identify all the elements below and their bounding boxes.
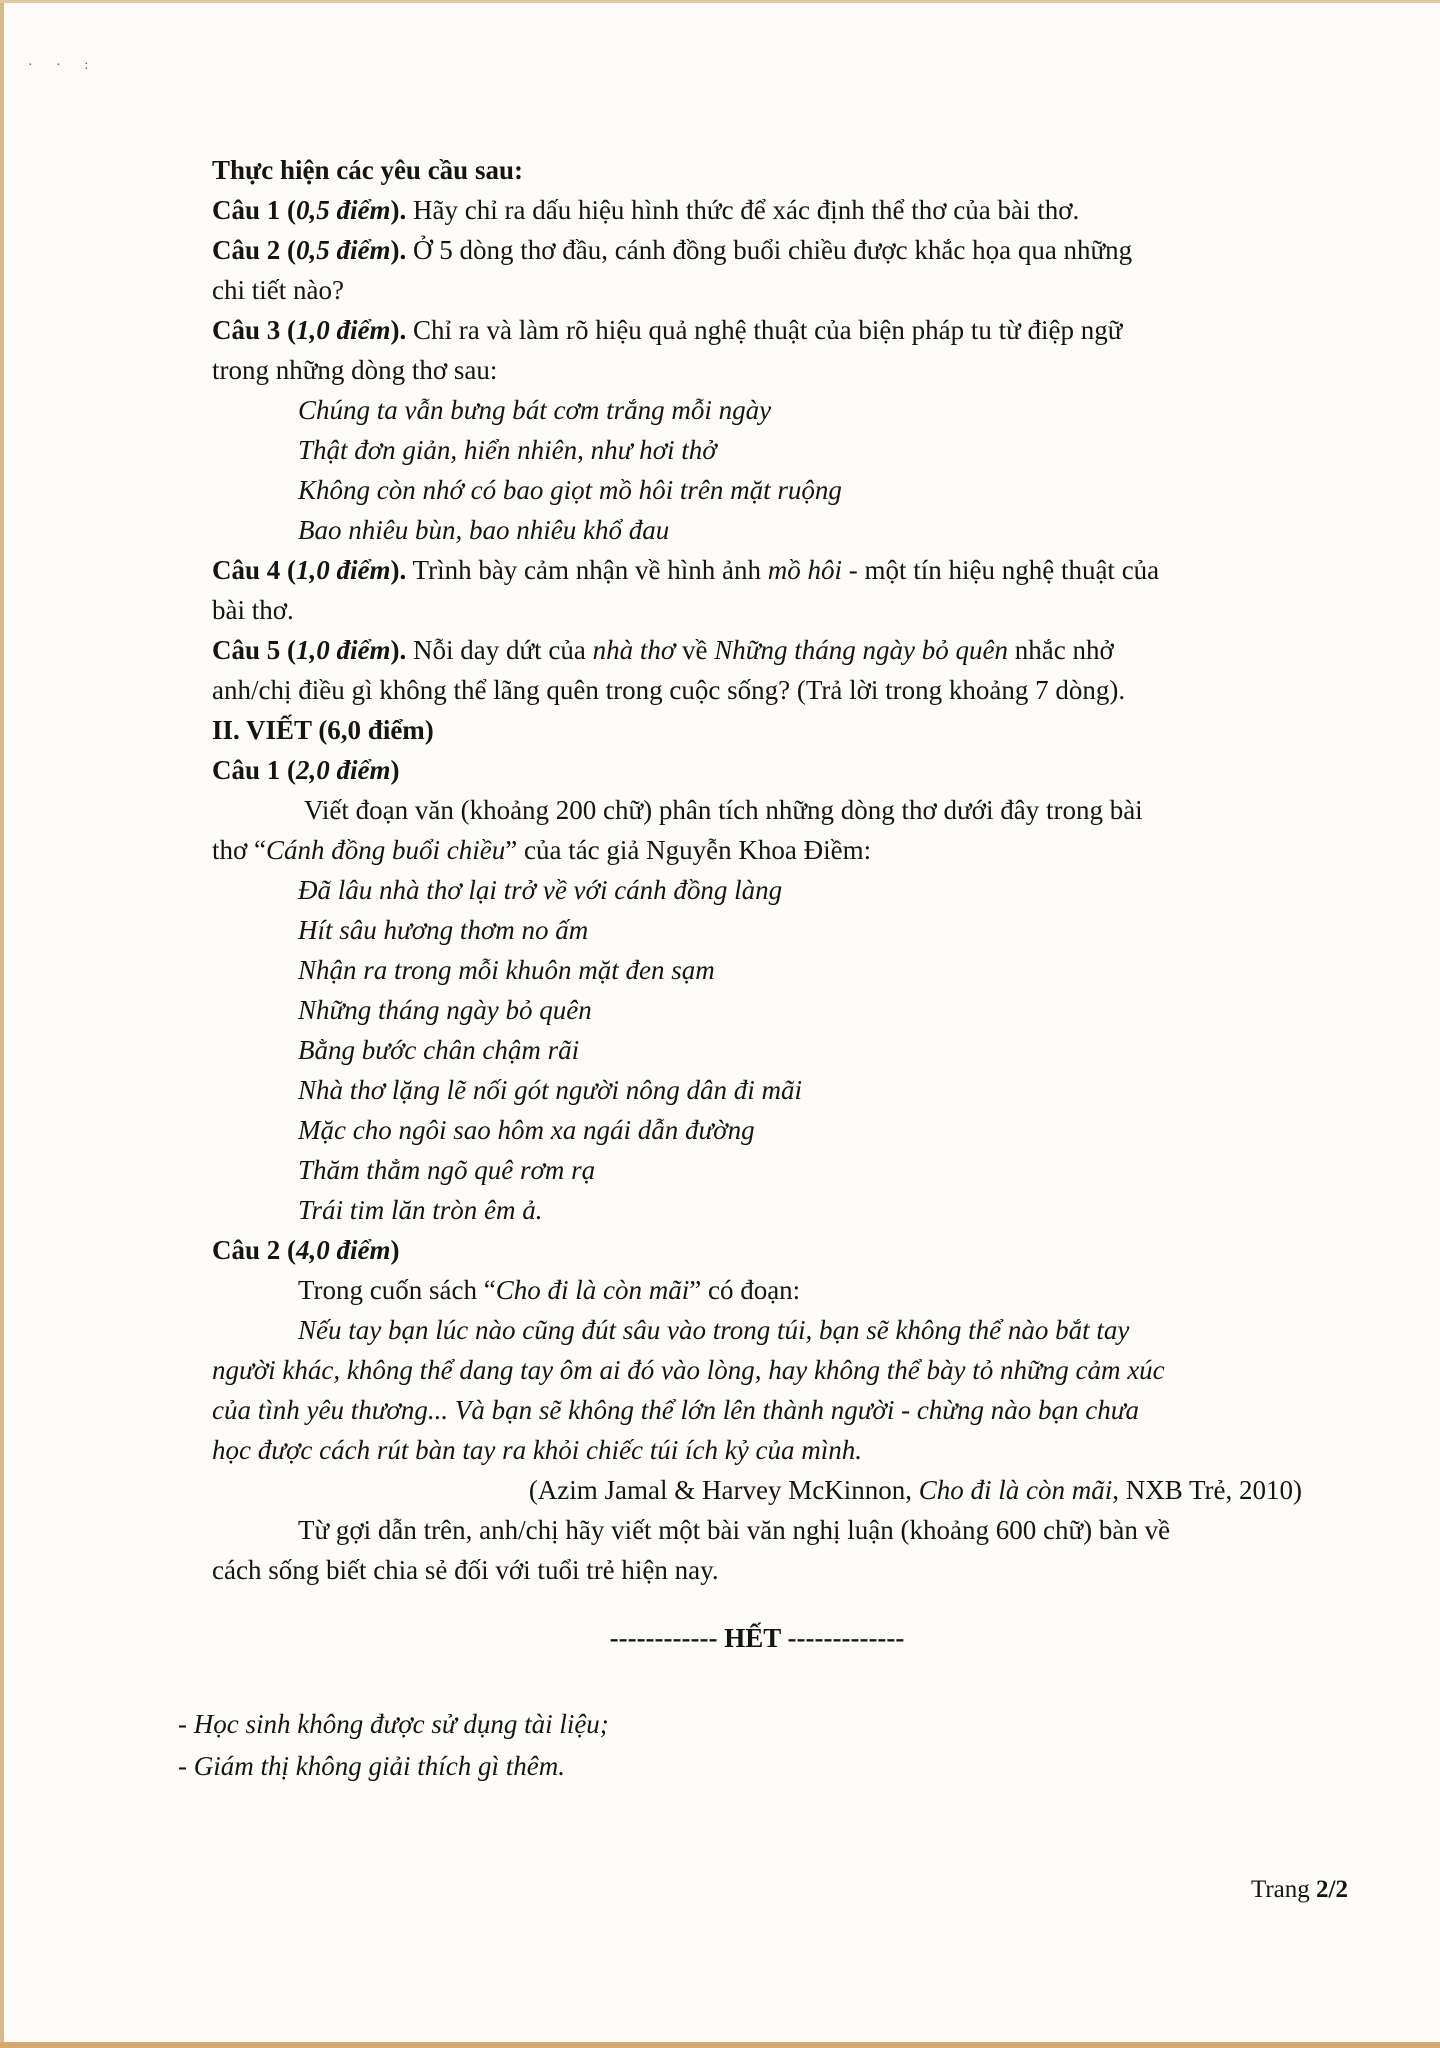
- c1-text-line2: [212, 830, 1302, 870]
- q1-text: Hãy chỉ ra dấu hiệu hình thức để xác định thể thơ của bài thơ.: [406, 195, 1080, 225]
- c2-intro-b: ” có đoạn:: [689, 1275, 801, 1305]
- q3-points: 1,0 điểm: [296, 315, 391, 345]
- c1-verse: Những tháng ngày bỏ quên: [298, 995, 592, 1025]
- c1-close: ): [390, 755, 400, 785]
- c1-verse: Hít sâu hương thơm no ấm: [298, 915, 589, 945]
- c2-quote-line: Nếu tay bạn lúc nào cũng đút sâu vào trong túi, bạn sẽ không thể nào bắt tay: [298, 1315, 1130, 1345]
- c2-quote-line: người khác, không thể dang tay ôm ai đó vào lòng, hay không thể bày tỏ những cảm xúc: [212, 1355, 1165, 1385]
- c1-verse: Thăm thẳm ngõ quê rơm rạ: [298, 1155, 596, 1185]
- q3-close: ).: [390, 315, 407, 345]
- c2-source-a: (Azim Jamal & Harvey McKinnon,: [528, 1475, 919, 1505]
- end-mark: ------------ HẾT -------------: [609, 1623, 905, 1653]
- reading-question-3: [212, 310, 1302, 350]
- q5-text-b: về: [675, 635, 715, 665]
- q3-text-line2: trong những dòng thơ sau:: [212, 355, 498, 385]
- exam-notes: [178, 1703, 609, 1787]
- q4-label: Câu 4 (: [212, 555, 297, 585]
- c1-text-line2-b: ” của tác giả Nguyễn Khoa Điềm:: [505, 835, 872, 865]
- scan-edge-bottom: [0, 2042, 1440, 2048]
- c2-close: ): [390, 1235, 400, 1265]
- q5-text-a: Nỗi day dứt của: [406, 635, 593, 665]
- q4-text-a: Trình bày cảm nhận về hình ảnh: [406, 555, 768, 585]
- q4-close: ).: [390, 555, 407, 585]
- q4-text-italic: mồ hôi: [767, 555, 842, 585]
- c2-source-b: , NXB Trẻ, 2010): [1112, 1475, 1302, 1505]
- q5-label: Câu 5 (: [212, 635, 297, 665]
- reading-question-4: [212, 550, 1302, 590]
- c1-verse: Mặc cho ngôi sao hôm xa ngái dẫn đường: [298, 1115, 755, 1145]
- page-number-value: 2/2: [1316, 1876, 1348, 1903]
- c1-verse: Bằng bước chân chậm rãi: [298, 1035, 580, 1065]
- q5-text-italic2: Những tháng ngày bỏ quên: [714, 635, 1008, 665]
- q3-verse: Chúng ta vẫn bưng bát cơm trắng mỗi ngày: [298, 395, 772, 425]
- q5-text-italic1: nhà thơ: [592, 635, 676, 665]
- q3-text-line1: Chỉ ra và làm rõ hiệu quả nghệ thuật của biện pháp tu từ điệp ngữ: [406, 315, 1123, 345]
- writing-question-2: [212, 1230, 1302, 1270]
- exam-content: [212, 150, 1302, 1696]
- c2-label: Câu 2 (: [212, 1235, 297, 1265]
- section-2-heading: II. VIẾT (6,0 điểm): [212, 715, 434, 745]
- page-number-prefix: Trang: [1250, 1876, 1317, 1903]
- q1-label: Câu 1 (: [212, 195, 297, 225]
- q3-verse: Bao nhiêu bùn, bao nhiêu khổ đau: [298, 515, 670, 545]
- reading-question-1: [212, 190, 1302, 230]
- c2-intro: [212, 1270, 1302, 1310]
- page-number: [1251, 1876, 1348, 1904]
- scan-edge-left: [0, 0, 4, 2048]
- c2-source-title: Cho đi là còn mãi: [918, 1475, 1113, 1505]
- writing-question-1: [212, 750, 1302, 790]
- q5-text-c: nhắc nhở: [1007, 635, 1114, 665]
- q2-text-line1: Ở 5 dòng thơ đầu, cánh đồng buổi chiều được khắc họa qua những: [406, 235, 1133, 265]
- c2-quote-line: của tình yêu thương... Và bạn sẽ không thể lớn lên thành người - chừng nào bạn chưa: [212, 1395, 1139, 1425]
- c1-verse: Đã lâu nhà thơ lại trở về với cánh đồng làng: [298, 875, 783, 905]
- q2-points: 0,5 điểm: [296, 235, 391, 265]
- c2-source: [212, 1470, 1302, 1510]
- instructions-heading: Thực hiện các yêu cầu sau:: [212, 155, 523, 185]
- q3-label: Câu 3 (: [212, 315, 297, 345]
- c2-intro-a: Trong cuốn sách “: [298, 1275, 496, 1305]
- c1-poem-title: Cánh đồng buổi chiều: [266, 835, 506, 865]
- q4-text-b: - một tín hiệu nghệ thuật của: [841, 555, 1160, 585]
- q3-verse: Không còn nhớ có bao giọt mồ hôi trên mặt ruộng: [298, 475, 842, 505]
- c2-points: 4,0 điểm: [296, 1235, 391, 1265]
- c1-verse: Trái tim lăn tròn êm ả.: [298, 1195, 543, 1225]
- c1-label: Câu 1 (: [212, 755, 297, 785]
- q2-text-line2: chi tiết nào?: [212, 275, 344, 305]
- q5-points: 1,0 điểm: [296, 635, 391, 665]
- q2-label: Câu 2 (: [212, 235, 297, 265]
- reading-question-5: [212, 630, 1302, 670]
- c1-text-line1: Viết đoạn văn (khoảng 200 chữ) phân tích những dòng thơ dưới đây trong bài: [304, 795, 1143, 825]
- c2-task-line1: Từ gợi dẫn trên, anh/chị hãy viết một bài văn nghị luận (khoảng 600 chữ) bàn về: [298, 1515, 1171, 1545]
- q5-text-line2: anh/chị điều gì không thể lãng quên trong cuộc sống? (Trả lời trong khoảng 7 dòng).: [212, 675, 1126, 705]
- c2-quote-line: học được cách rút bàn tay ra khỏi chiếc túi ích kỷ của mình.: [212, 1435, 862, 1465]
- q3-verse: Thật đơn giản, hiển nhiên, như hơi thở: [298, 435, 717, 465]
- q4-points: 1,0 điểm: [296, 555, 391, 585]
- reading-question-2: [212, 230, 1302, 270]
- c2-task-line2: cách sống biết chia sẻ đối với tuổi trẻ hiện nay.: [212, 1555, 719, 1585]
- q2-close: ).: [390, 235, 407, 265]
- c1-verse: Nhà thơ lặng lẽ nối gót người nông dân đi mãi: [298, 1075, 803, 1105]
- c1-points: 2,0 điểm: [296, 755, 391, 785]
- scan-edge-top: [0, 0, 1440, 3]
- note-item: - Giám thị không giải thích gì thêm.: [178, 1751, 565, 1781]
- c2-book-title: Cho đi là còn mãi: [495, 1275, 690, 1305]
- c1-verse: Nhận ra trong mỗi khuôn mặt đen sạm: [298, 955, 715, 985]
- q1-points: 0,5 điểm: [296, 195, 391, 225]
- note-item: - Học sinh không được sử dụng tài liệu;: [178, 1709, 609, 1739]
- q5-close: ).: [390, 635, 407, 665]
- scan-specks: · · :: [28, 58, 99, 73]
- c1-text-line2-a: thơ “: [212, 835, 267, 865]
- q1-close: ).: [390, 195, 407, 225]
- q4-text-line2: bài thơ.: [212, 595, 294, 625]
